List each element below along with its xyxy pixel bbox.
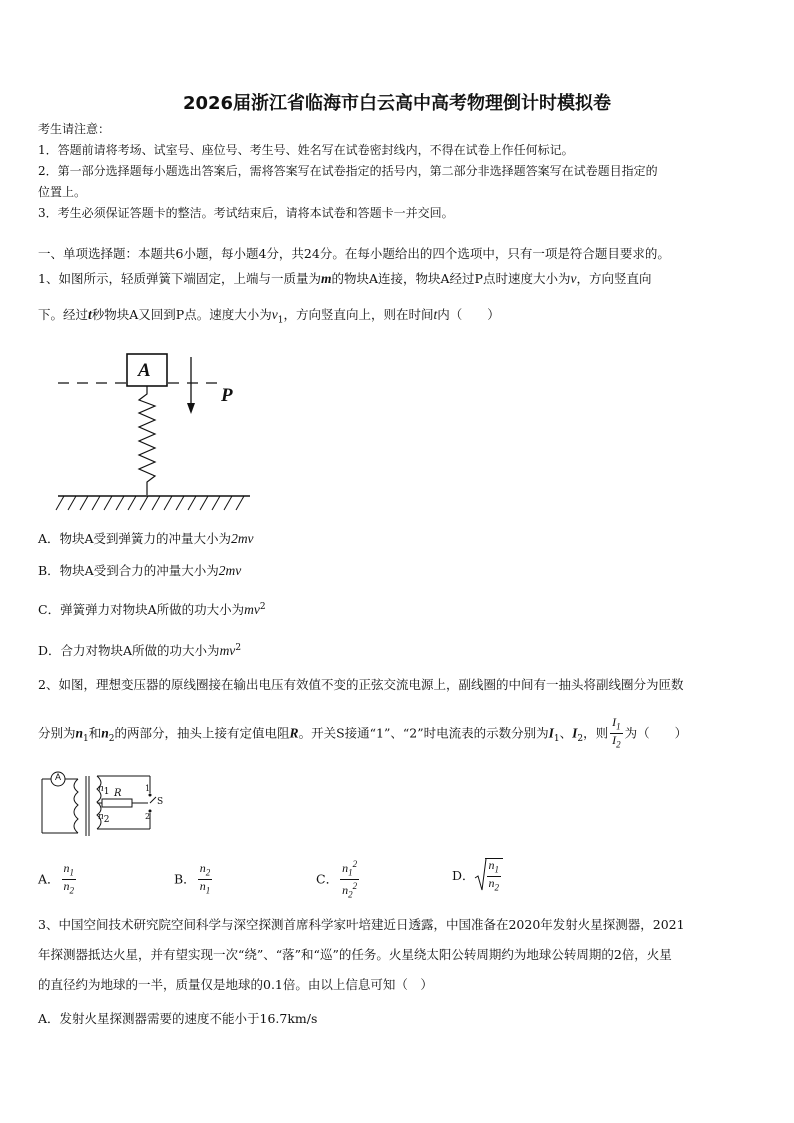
q1-option-c[interactable]: C．弹簧弹力对物块A所做的功大小为$mv^2$ — [38, 602, 266, 618]
notice-item-2: 2．第一部分选择题每小题选出答案后，需将答案写在试卷指定的括号内，第二部分非选择题答案写在试卷题目指定的 — [38, 164, 658, 178]
q1-line-1: 1、如图所示，轻质弹簧下端固定，上端与一质量为m的物块A连接，物块A经过P点时速度大小为v，方向竖直向 — [38, 271, 652, 286]
q3-line-2: 年探测器抵达火星，并有望实现一次“绕”、“落”和“巡”的任务。火星绕太阳公转周期约为地球公转周期的2倍，火星 — [38, 947, 672, 962]
q2-ammeter-label: A — [55, 772, 62, 782]
q2-ratio-fraction: $\frac{I_1}{I_2}$ — [612, 715, 621, 750]
q2-line-2: 分别为$n_1$和$n_2$的两部分，抽头上接有定值电阻R。开关S接通“1”、“2”时电流表的示数分别为$I_1$、$I_2$，则 $\frac{I_1}{I_2}$ 为（ ） — [38, 715, 688, 750]
q2-fig-n2: $n_2$ — [98, 812, 110, 825]
q2-option-b[interactable]: B． $\frac{n_2}{n_1}$ — [174, 861, 211, 896]
q2-option-d[interactable]: D． $\frac{n_1}{n_2}$ — [452, 858, 503, 895]
notice-item-1: 1．答题前请将考场、试室号、座位号、考生号、姓名写在试卷密封线内，不得在试卷上作任何标记。 — [38, 143, 574, 157]
q2-fig-n1: $n_1$ — [98, 784, 110, 797]
q1-block-label: A — [138, 360, 151, 381]
q1-line-2: 下。经过t秒物块A又回到P点。速度大小为$v_1$，方向竖直向上，则在时间t内（ ） — [38, 307, 500, 326]
notice-item-3: 3．考生必须保证答题卡的整洁。考试结束后，请将本试卷和答题卡一并交回。 — [38, 206, 454, 220]
q1-option-a[interactable]: A．物块A受到弹簧力的冲量大小为2mv — [38, 531, 254, 546]
notice-heading: 考生请注意： — [38, 122, 111, 136]
q2-fig-pos1: 1 — [145, 784, 151, 793]
sqrt-symbol: $\frac{n_1}{n_2}$ — [475, 858, 504, 895]
q2-fig-resistor-label: R — [114, 788, 122, 799]
q2-option-c[interactable]: C． $\frac{n_1^2}{n_2^2}$ — [316, 859, 358, 900]
q3-option-a[interactable]: A．发射火星探测器需要的速度不能小于16.7km/s — [38, 1011, 318, 1026]
q3-line-3: 的直径约为地球的一半，质量仅是地球的0.1倍。由以上信息可知（ ） — [38, 977, 433, 992]
notice-item-2-cont: 位置上。 — [38, 185, 87, 199]
q1-point-label: P — [221, 385, 233, 406]
page-title: 2026届浙江省临海市白云高中高考物理倒计时模拟卷 — [182, 93, 612, 114]
q1-option-b[interactable]: B．物块A受到合力的冲量大小为2mv — [38, 563, 242, 578]
q2-fig-switch-label: S — [157, 797, 164, 807]
q2-fig-pos2: 2 — [145, 812, 151, 821]
q1-option-d[interactable]: D．合力对物块A所做的功大小为$mv^2$ — [38, 643, 242, 659]
q2-option-a[interactable]: A． $\frac{n_1}{n_2}$ — [38, 861, 75, 896]
q3-line-1: 3、中国空间技术研究院空间科学与深空探测首席科学家叶培建近日透露，中国准备在2020年发射火星探测器，2021 — [38, 917, 685, 932]
q2-line-1: 2、如图，理想变压器的原线圈接在输出电压有效值不变的正弦交流电源上，副线圈的中间有一抽头将副线圈分为匝数 — [38, 677, 684, 692]
section-heading: 一、单项选择题：本题共6小题，每小题4分，共24分。在每小题给出的四个选项中，只有一项是符合题目要求的。 — [38, 246, 670, 261]
